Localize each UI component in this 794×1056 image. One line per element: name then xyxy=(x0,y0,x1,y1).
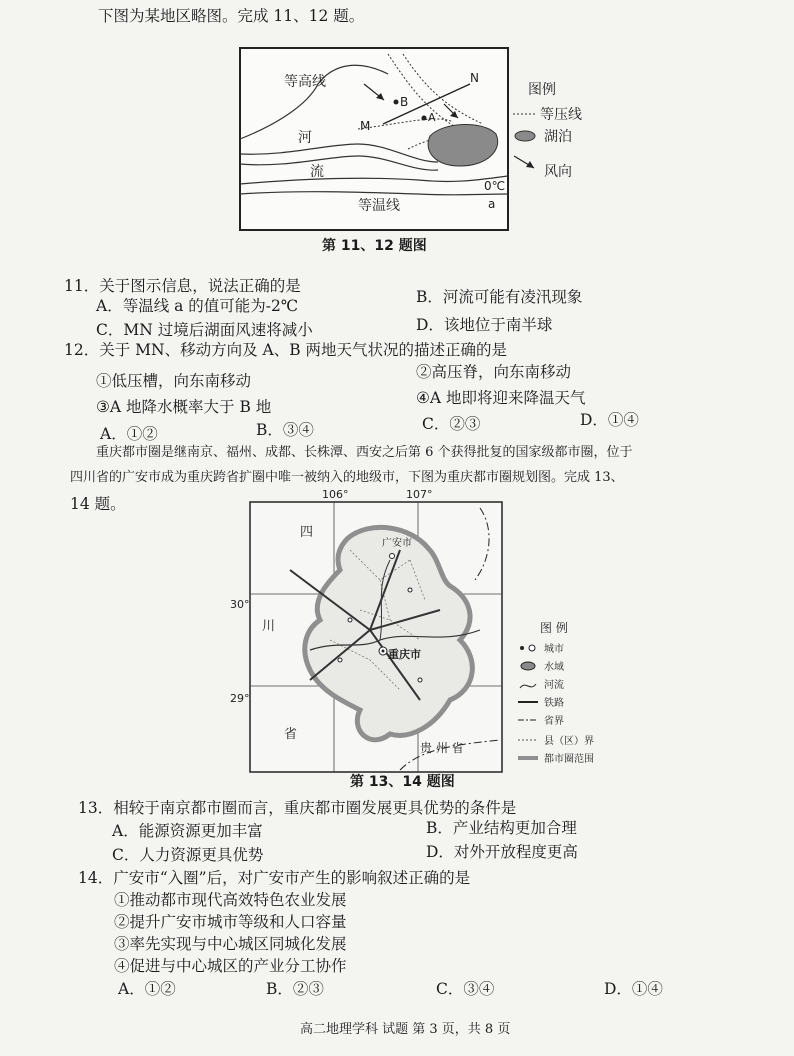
svg-text:a: a xyxy=(488,197,496,211)
svg-text:省: 省 xyxy=(284,727,298,742)
q12-statement-4: ④A 地即将迎来降温天气 xyxy=(416,389,586,407)
q13-option-a[interactable]: A．能源资源更加丰富 xyxy=(112,822,263,840)
q12-option-c[interactable]: C．②③ xyxy=(422,415,481,433)
q11-option-d[interactable]: D．该地位于南半球 xyxy=(416,316,553,334)
svg-text:河: 河 xyxy=(298,130,312,146)
q14-statement-2: ②提升广安市城市等级和人口容量 xyxy=(114,913,347,931)
q11-option-a[interactable]: A．等温线 a 的值可能为-2℃ xyxy=(96,297,299,315)
caption-fig-13-14: 第 13、14 题图 xyxy=(350,774,455,790)
q12-option-d[interactable]: D．①④ xyxy=(580,411,639,429)
q12-stem: 12．关于 MN、移动方向及 A、B 两地天气状况的描述正确的是 xyxy=(64,341,508,359)
svg-text:铁路: 铁路 xyxy=(544,698,564,709)
figure-11-12 xyxy=(238,44,630,234)
q13-option-c[interactable]: C．人力资源更具优势 xyxy=(112,846,264,864)
svg-text:106°: 106° xyxy=(322,488,349,501)
svg-text:省界: 省界 xyxy=(544,716,564,727)
q14-statement-1: ①推动都市现代高效特色农业发展 xyxy=(114,891,347,909)
q14-option-a[interactable]: A．①② xyxy=(118,980,176,998)
q13-stem: 13．相较于南京都市圈而言，重庆都市圈发展更具优势的条件是 xyxy=(78,799,517,817)
svg-text:湖泊: 湖泊 xyxy=(544,129,572,145)
intro-13-14-line2: 四川省的广安市成为重庆跨省扩圈中唯一被纳入的地级市，下图为重庆都市圈规划图。完成 13、 xyxy=(70,470,624,485)
svg-text:等温线: 等温线 xyxy=(358,198,400,214)
svg-text:30°: 30° xyxy=(230,598,250,611)
svg-text:贵 州 省: 贵 州 省 xyxy=(420,741,464,755)
caption-fig-11-12: 第 11、12 题图 xyxy=(322,238,427,254)
svg-text:流: 流 xyxy=(310,164,324,180)
q12-option-b[interactable]: B．③④ xyxy=(256,421,314,439)
q12-statement-2: ②高压脊，向东南移动 xyxy=(416,363,572,381)
q11-option-b[interactable]: B．河流可能有凌汛现象 xyxy=(416,288,583,306)
page-footer: 高二地理学科 试题 第 3 页，共 8 页 xyxy=(300,1022,511,1037)
svg-text:川: 川 xyxy=(262,619,276,634)
svg-text:城市: 城市 xyxy=(544,644,564,655)
svg-text:都市圈范围: 都市圈范围 xyxy=(544,754,594,765)
q14-option-b[interactable]: B．②③ xyxy=(266,980,324,998)
figure-13-14 xyxy=(230,488,620,790)
svg-text:风向: 风向 xyxy=(544,164,572,180)
svg-text:107°: 107° xyxy=(406,488,433,501)
q14-option-c[interactable]: C．③④ xyxy=(436,980,495,998)
svg-text:等高线: 等高线 xyxy=(284,74,326,90)
svg-text:0℃: 0℃ xyxy=(484,179,506,193)
svg-text:图例: 图例 xyxy=(528,82,556,98)
svg-text:等压线: 等压线 xyxy=(540,107,582,123)
intro-13-14-line1: 重庆都市圈是继南京、福州、成都、长株潭、西安之后第 6 个获得批复的国家级都市圈，位于 xyxy=(96,445,633,460)
svg-text:B: B xyxy=(400,95,409,109)
svg-text:四: 四 xyxy=(300,525,314,540)
q13-option-d[interactable]: D．对外开放程度更高 xyxy=(426,843,578,861)
svg-text:水域: 水域 xyxy=(544,662,564,673)
q11-option-c[interactable]: C．MN 过境后湖面风速将减小 xyxy=(96,321,313,339)
q14-statement-3: ③率先实现与中心城区同城化发展 xyxy=(114,935,347,953)
q14-statement-4: ④促进与中心城区的产业分工协作 xyxy=(114,957,347,975)
intro-13-14-line3: 14 题。 xyxy=(70,495,126,513)
svg-text:重庆市: 重庆市 xyxy=(388,648,421,661)
q13-option-b[interactable]: B．产业结构更加合理 xyxy=(426,819,577,837)
q14-option-d[interactable]: D．①④ xyxy=(604,980,663,998)
svg-text:N: N xyxy=(470,71,479,85)
svg-text:河流: 河流 xyxy=(544,680,564,691)
svg-text:A: A xyxy=(428,111,436,124)
q11-stem: 11．关于图示信息，说法正确的是 xyxy=(64,277,301,295)
svg-text:广安市: 广安市 xyxy=(382,538,412,549)
q12-statement-3: ③A 地降水概率大于 B 地 xyxy=(96,398,272,416)
q14-stem: 14．广安市“入圈”后，对广安市产生的影响叙述正确的是 xyxy=(78,869,471,887)
svg-text:图 例: 图 例 xyxy=(540,621,568,635)
intro-11-12: 下图为某地区略图。完成 11、12 题。 xyxy=(98,7,365,25)
svg-text:M: M xyxy=(360,119,371,133)
q12-statement-1: ①低压槽，向东南移动 xyxy=(96,372,252,390)
svg-text:县（区）界: 县（区）界 xyxy=(544,736,594,747)
svg-text:29°: 29° xyxy=(230,692,250,705)
q12-option-a[interactable]: A．①② xyxy=(100,425,158,443)
